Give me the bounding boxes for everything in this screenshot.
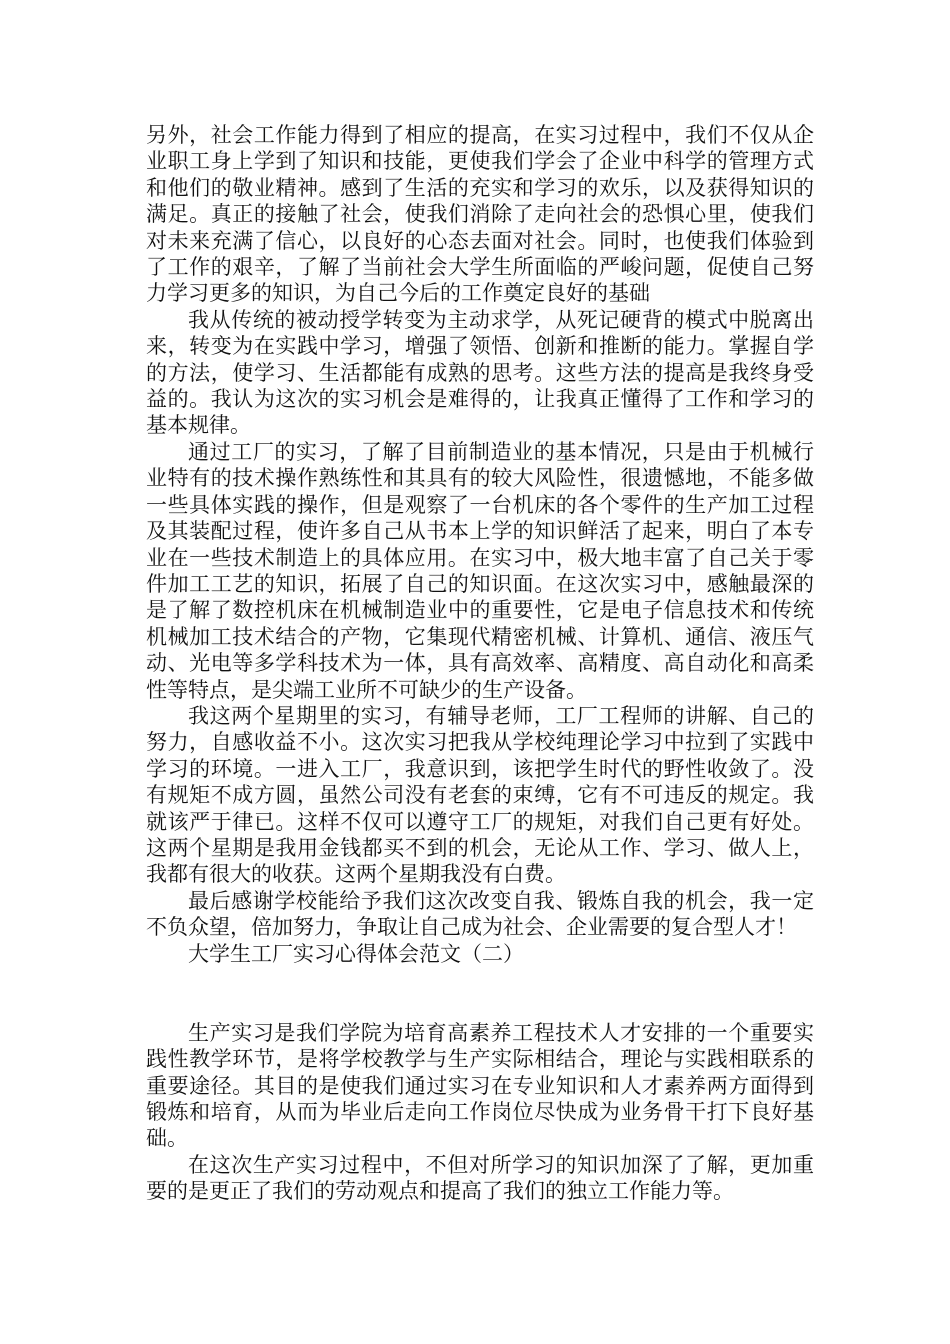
paragraph-5: 最后感谢学校能给予我们这次改变自我、锻炼自我的机会，我一定不负众望，倍加努力，争取让自己成为社会、企业需要的复合型人才！ xyxy=(146,888,814,940)
paragraph-3: 通过工厂的实习，了解了目前制造业的基本情况，只是由于机械行业特有的技术操作熟练性和其具有的较大风险性，很遗憾地，不能多做一些具体实践的操作，但是观察了一台机床的各个零件的生产加工过程及其装配过程，使许多自己从书本上学的知识鲜活了起来，明白了本专业在一些技术制造上的具体应用。在实习中，极大地丰富了自己关于零件加工工艺的知识，拓展了自己的知识面。在这次实习中，感触最深的是了解了数控机床在机械制造业中的重要性，它是电子信息技术和传统机械加工技术结合的产物，它集现代精密机械、计算机、通信、液压气动、光电等多学科技术为一体，具有高效率、高精度、高自动化和高柔性等特点，是尖端工业所不可缺少的生产设备。 xyxy=(146,439,814,702)
paragraph-6: 生产实习是我们学院为培育高素养工程技术人才安排的一个重要实践性教学环节，是将学校教学与生产实际相结合，理论与实践相联系的重要途径。其目的是使我们通过实习在专业知识和人才素养两方面得到锻炼和培育，从而为毕业后走向工作岗位尽快成为业务骨干打下良好基础。 xyxy=(146,1020,814,1151)
paragraph-7: 在这次生产实习过程中，不但对所学习的知识加深了了解，更加重要的是更正了我们的劳动观点和提高了我们的独立工作能力等。 xyxy=(146,1152,814,1204)
blank-line xyxy=(146,967,814,1020)
section-title: 大学生工厂实习心得体会范文（二） xyxy=(188,941,524,966)
paragraph-4: 我这两个星期里的实习，有辅导老师，工厂工程师的讲解、自己的努力，自感收益不小。这次实习把我从学校纯理论学习中拉到了实践中学习的环境。一进入工厂，我意识到，该把学生时代的野性收敛了。没有规矩不成方圆，虽然公司没有老套的束缚，它有不可违反的规定。我就该严于律已。这样不仅可以遵守工厂的规矩，对我们自己更有好处。这两个星期是我用金钱都买不到的机会，无论从工作、学习、做人上，我都有很大的收获。这两个星期我没有白费。 xyxy=(146,703,814,887)
paragraph-1: 另外，社会工作能力得到了相应的提高，在实习过程中，我们不仅从企业职工身上学到了知识和技能，更使我们学会了企业中科学的管理方式和他们的敬业精神。感到了生活的充实和学习的欢乐，以及获得知识的满足。真正的接触了社会，使我们消除了走向社会的恐惧心里，使我们对未来充满了信心，以良好的心态去面对社会。同时，也使我们体验到了工作的艰辛，了解了当前社会大学生所面临的严峻问题，促使自己努力学习更多的知识，为自己今后的工作奠定良好的基础 xyxy=(146,123,814,306)
paragraph-2: 我从传统的被动授学转变为主动求学，从死记硬背的模式中脱离出来，转变为在实践中学习，增强了领悟、创新和推断的能力。掌握自学的方法，使学习、生活都能有成熟的思考。这些方法的提高是我终身受益的。我认为这次的实习机会是难得的，让我真正懂得了工作和学习的基本规律。 xyxy=(146,307,814,438)
document-page xyxy=(146,122,814,1205)
